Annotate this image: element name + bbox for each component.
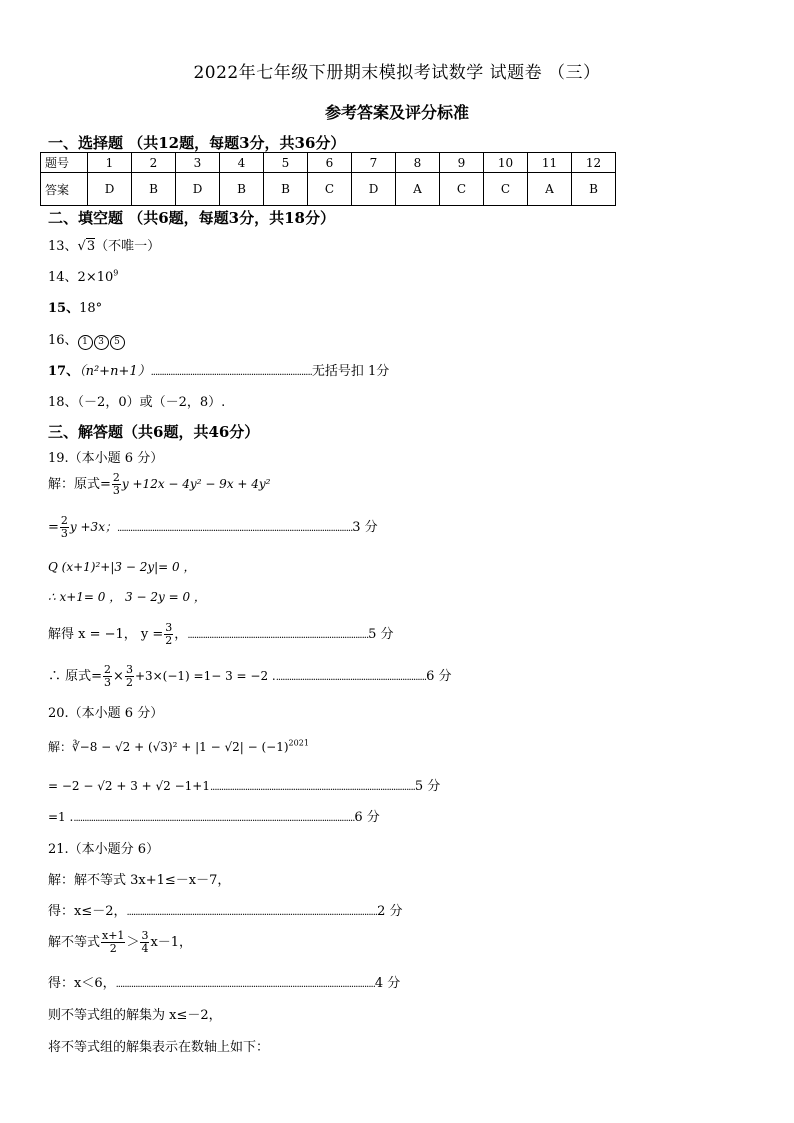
score: 4 分 bbox=[374, 976, 401, 991]
expression: 解：∛−8 − √2 + (√3)² + |1 − √2| − (−1) bbox=[48, 740, 289, 754]
question-number: 1 bbox=[88, 153, 132, 173]
score: 6 分 bbox=[426, 669, 452, 684]
denominator: 3 bbox=[60, 527, 68, 540]
page-title: 2022年七年级下册期末模拟考试数学 试题卷 （三） bbox=[193, 63, 601, 83]
circled-number: 5 bbox=[110, 335, 125, 350]
denominator: 4 bbox=[141, 942, 149, 955]
q20-line-2 bbox=[48, 775, 440, 794]
q21-line-5: 则不等式组的解集为 x≤－2， bbox=[48, 1008, 222, 1023]
question-number: 6 bbox=[308, 153, 352, 173]
q19-line-1 bbox=[48, 472, 271, 497]
dot-leader: .......................................................................... bbox=[150, 367, 312, 378]
question-label: 17、 bbox=[48, 364, 80, 379]
numerator: 3 bbox=[125, 663, 133, 676]
numerator: 3 bbox=[165, 621, 173, 634]
q20-line-1 bbox=[48, 738, 309, 755]
numerator: 3 bbox=[141, 929, 149, 942]
answer-cell: C bbox=[308, 173, 352, 206]
q21-heading: 21.（本小题分 6） bbox=[48, 842, 160, 857]
score: 5 分 bbox=[414, 779, 441, 794]
fraction bbox=[164, 622, 173, 647]
dot-leader: .............................................................................................. bbox=[210, 782, 415, 793]
answer-cell: A bbox=[396, 173, 440, 206]
fraction bbox=[112, 472, 121, 497]
dot-leader: ................................................................................... bbox=[187, 630, 369, 641]
question-number: 9 bbox=[440, 153, 484, 173]
answer-cell: D bbox=[88, 173, 132, 206]
denominator: 2 bbox=[165, 634, 173, 647]
expression: y +12x − 4y² − 9x + 4y² bbox=[121, 477, 271, 491]
fill-answer-16 bbox=[48, 329, 126, 350]
score: 3 分 bbox=[352, 520, 378, 535]
q19-heading: 19.（本小题 6 分） bbox=[48, 451, 164, 466]
text: = bbox=[48, 520, 59, 535]
radicand: 3 bbox=[86, 239, 96, 254]
numerator: x+1 bbox=[102, 929, 125, 942]
circled-number: 3 bbox=[94, 335, 109, 350]
expression: = −2 − √2 + 3 + √2 −1+1 bbox=[48, 779, 210, 793]
fraction bbox=[101, 930, 125, 955]
section-choice-heading: 一、选择题 （共12题，每题3分，共36分） bbox=[48, 134, 346, 152]
fraction bbox=[125, 664, 134, 689]
q21-line-3 bbox=[48, 930, 192, 955]
answer-cell: C bbox=[484, 173, 528, 206]
denominator: 3 bbox=[112, 484, 120, 497]
fraction bbox=[60, 515, 69, 540]
answer-table-header-answer: 答案 bbox=[41, 173, 88, 206]
q19-line-4 bbox=[48, 588, 206, 605]
question-number: 12 bbox=[572, 153, 616, 173]
expression: y +3x； bbox=[69, 520, 117, 534]
answer-value: 2×10 bbox=[77, 270, 114, 285]
question-number: 5 bbox=[264, 153, 308, 173]
answer-cell: D bbox=[352, 173, 396, 206]
q19-line-2 bbox=[48, 515, 378, 540]
dot-leader: ................................................................................................................................. bbox=[73, 813, 355, 824]
answer-cell: A bbox=[528, 173, 572, 206]
expression: +3×(−1) =1− 3 = −2 . bbox=[134, 669, 276, 683]
q21-line-1: 解：解不等式 3x+1≤－x－7， bbox=[48, 873, 231, 888]
question-number: 2 bbox=[132, 153, 176, 173]
section-solution-heading: 三、解答题（共6题，共46分） bbox=[48, 423, 260, 441]
denominator: 2 bbox=[109, 942, 117, 955]
question-number: 4 bbox=[220, 153, 264, 173]
fill-answer-13: 13、√3（不唯一） bbox=[48, 239, 161, 254]
text: ∴ 原式= bbox=[48, 669, 103, 684]
question-number: 11 bbox=[528, 153, 572, 173]
question-number: 3 bbox=[176, 153, 220, 173]
denominator: 3 bbox=[104, 676, 112, 689]
operator: ＞ bbox=[126, 935, 140, 950]
scoring-note: 无括号扣 1分 bbox=[311, 364, 390, 379]
answer-cell: B bbox=[572, 173, 616, 206]
question-label: 13、 bbox=[48, 239, 78, 254]
answer-table-number-row bbox=[41, 153, 616, 173]
expression: Q (x+1)²+|3 − 2y|= 0 ， bbox=[48, 560, 196, 574]
expression: 得：x＜6， bbox=[48, 976, 116, 991]
text: x－1， bbox=[150, 935, 193, 950]
expression: ∴ x+1= 0 ， 3 − 2y = 0 ， bbox=[48, 590, 206, 604]
numerator: 2 bbox=[112, 471, 120, 484]
section-fill-heading: 二、填空题 （共6题，每题3分，共18分） bbox=[48, 209, 335, 227]
dot-leader: ..................................................................... bbox=[275, 672, 427, 683]
question-number: 8 bbox=[396, 153, 440, 173]
text: 解不等式 bbox=[48, 935, 101, 950]
question-label: 18、 bbox=[48, 395, 78, 410]
page-subtitle: 参考答案及评分标准 bbox=[324, 103, 469, 122]
answer-cell: C bbox=[440, 173, 484, 206]
score: 2 分 bbox=[377, 904, 403, 919]
answer-table bbox=[40, 152, 616, 206]
expression: =1 . bbox=[48, 810, 74, 824]
fill-answer-17 bbox=[48, 360, 389, 379]
question-number: 10 bbox=[484, 153, 528, 173]
expression: 解得 x = −1， y = bbox=[48, 627, 164, 642]
answer-table-answer-row bbox=[41, 173, 616, 206]
answer-cell: B bbox=[264, 173, 308, 206]
q19-line-6: ∴ 原式= $\frac{2}{3}$ × $\frac{3}{2}$ +3×(−1) =1− 3 = −2 ......................................................................6 分 bbox=[48, 663, 452, 689]
fill-answer-14 bbox=[48, 266, 118, 285]
question-label: 15、 bbox=[48, 301, 80, 316]
answer-value: （－2，0）或（－2，8）. bbox=[77, 395, 226, 410]
question-number: 7 bbox=[352, 153, 396, 173]
exponent: 9 bbox=[113, 268, 119, 278]
dot-leader: ................................................................................................................... bbox=[126, 907, 378, 918]
expression: 得：x≤－2， bbox=[48, 904, 127, 919]
q20-line-3 bbox=[48, 806, 380, 825]
q21-line-2 bbox=[48, 900, 402, 919]
text: 解：原式= bbox=[48, 477, 111, 492]
q19-line-5: 解得 x = −1， y = $\frac{3}{2}$ ，...................................................................................5 分 bbox=[48, 621, 394, 647]
circled-number: 1 bbox=[78, 335, 93, 350]
dot-leader: ....................................................................................................................... bbox=[115, 979, 375, 990]
q21-line-6: 将不等式组的解集表示在数轴上如下： bbox=[48, 1040, 270, 1055]
q21-line-4 bbox=[48, 972, 400, 991]
numerator: 2 bbox=[60, 514, 68, 527]
fraction bbox=[140, 930, 149, 955]
fill-answer-18 bbox=[48, 391, 225, 410]
q19-line-3 bbox=[48, 558, 195, 575]
question-label: 14、 bbox=[48, 270, 78, 285]
score: 5 分 bbox=[368, 627, 394, 642]
exponent: 2021 bbox=[288, 738, 309, 748]
answer-cell: B bbox=[132, 173, 176, 206]
answer-table-header-number: 题号 bbox=[41, 153, 88, 173]
score: 6 分 bbox=[354, 810, 380, 825]
answer-note: （不唯一） bbox=[95, 239, 161, 254]
question-label: 16、 bbox=[48, 333, 78, 348]
q20-heading: 20.（本小题 6 分） bbox=[48, 706, 164, 721]
denominator: 2 bbox=[125, 676, 133, 689]
answer-value: 18° bbox=[79, 301, 103, 316]
fill-answer-15 bbox=[48, 297, 102, 316]
answer-cell: D bbox=[176, 173, 220, 206]
numerator: 2 bbox=[104, 663, 112, 676]
answer-value: （n²+n+1） bbox=[79, 364, 151, 379]
fraction bbox=[103, 664, 112, 689]
dot-leader: ............................................................................................................ bbox=[116, 523, 353, 534]
answer-cell: B bbox=[220, 173, 264, 206]
